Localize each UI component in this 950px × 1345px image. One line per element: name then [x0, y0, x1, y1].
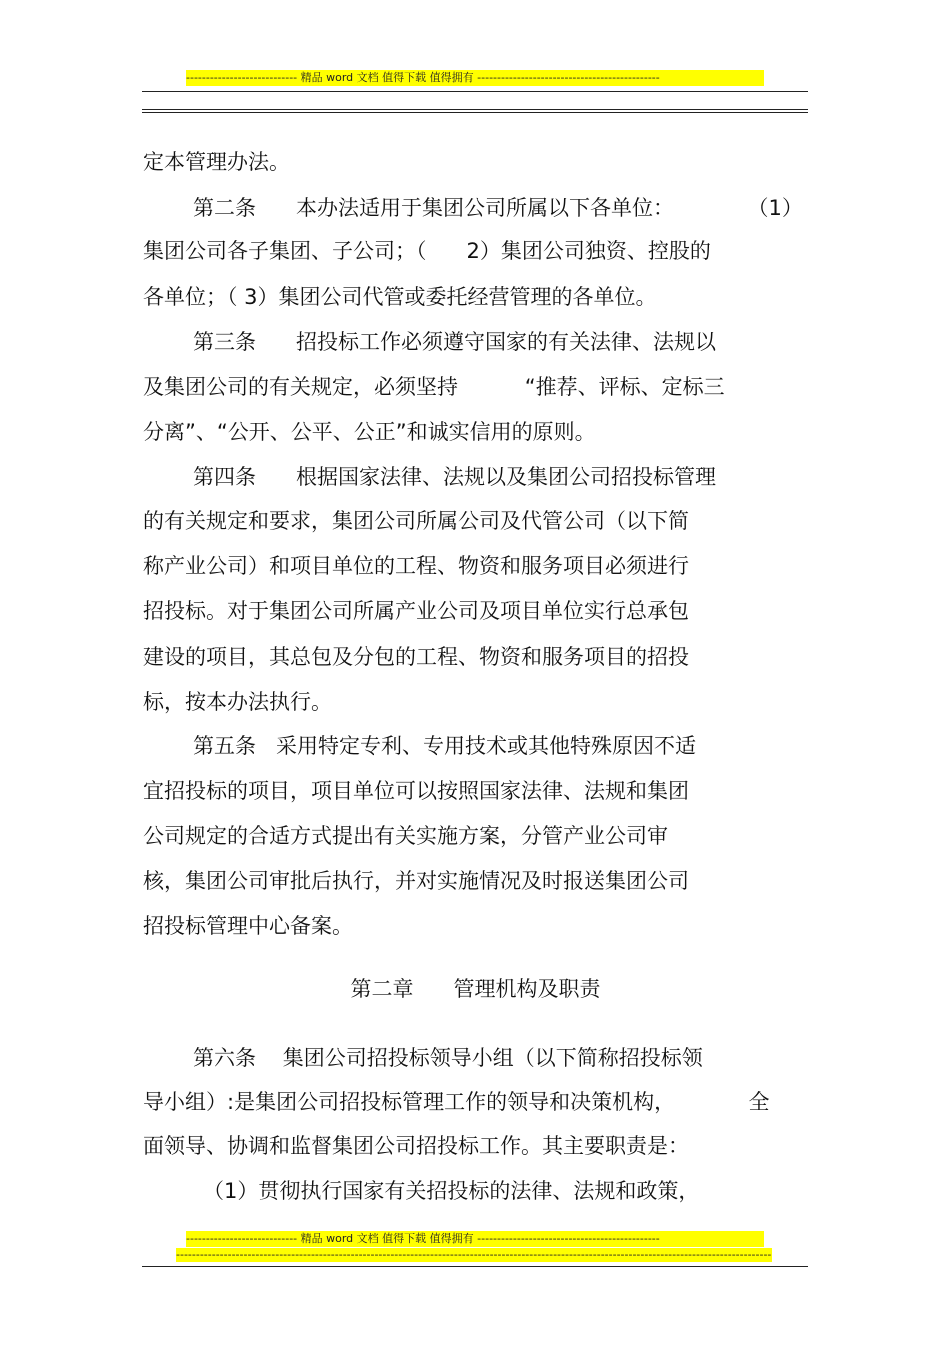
text-line: 标，按本办法执行。: [143, 690, 332, 714]
text-line: 核，集团公司审批后执行，并对实施情况及时报送集团公司: [143, 869, 689, 893]
footer-watermark-band: [186, 1231, 764, 1247]
text-line: 的有关规定和要求，集团公司所属公司及代管公司（以下简: [143, 509, 689, 533]
text-line: 分离”、“公开、公平、公正”和诚实信用的原则。: [143, 420, 596, 444]
text-line: 第二条 本办法适用于集团公司所属以下各单位： （1）: [193, 196, 803, 220]
chapter-title: 第二章 管理机构及职责: [350, 977, 601, 1001]
header-watermark-text: ---------------------------- 精品 word 文档 值得下载 值得拥有 ----------------------------------------------: [186, 71, 660, 84]
text-line: 称产业公司）和项目单位的工程、物资和服务项目必须进行: [143, 554, 689, 578]
text-line: 及集团公司的有关规定，必须坚持 “推荐、评标、定标三: [143, 375, 725, 399]
header-rule-double-1: [142, 109, 808, 110]
text-line: 宜招投标的项目，项目单位可以按照国家法律、法规和集团: [143, 779, 689, 803]
text-line: 招投标管理中心备案。: [143, 914, 353, 938]
text-line: 各单位；（ 3）集团公司代管或委托经营管理的各单位。: [143, 285, 657, 309]
text-line: 第五条 采用特定专利、专用技术或其他特殊原因不适: [193, 734, 697, 758]
text-line: 招投标。对于集团公司所属产业公司及项目单位实行总承包: [143, 599, 689, 623]
text-line: 集团公司各子集团、子公司；（ 2）集团公司独资、控股的: [143, 239, 711, 263]
text-line: 面领导、协调和监督集团公司招投标工作。其主要职责是：: [143, 1134, 689, 1158]
header-rule-double-2: [142, 112, 808, 113]
text-line: 导小组）:是集团公司招投标管理工作的领导和决策机构， 全: [143, 1090, 770, 1114]
footer-rule: [142, 1266, 808, 1267]
header-watermark-band: [186, 70, 764, 86]
footer-watermark-text: ---------------------------- 精品 word 文档 值得下载 值得拥有 ----------------------------------------------: [186, 1232, 660, 1245]
text-line: 定本管理办法。: [143, 150, 290, 174]
footer-dashes-text: ------------------------------------------------------------------------------------------------------------------------------------------------------: [176, 1248, 772, 1261]
text-line: 第三条 招投标工作必须遵守国家的有关法律、法规以: [193, 330, 717, 354]
text-line: 第四条 根据国家法律、法规以及集团公司招投标管理: [193, 465, 717, 489]
header-rule-top: [142, 91, 808, 92]
text-line: 公司规定的合适方式提出有关实施方案，分管产业公司审: [143, 824, 668, 848]
text-line: （1）贯彻执行国家有关招投标的法律、法规和政策，: [203, 1179, 700, 1203]
text-line: 建设的项目，其总包及分包的工程、物资和服务项目的招投: [143, 645, 689, 669]
text-line: 第六条 集团公司招投标领导小组（以下简称招投标领: [193, 1046, 703, 1070]
footer-dashes-band: [176, 1248, 772, 1262]
